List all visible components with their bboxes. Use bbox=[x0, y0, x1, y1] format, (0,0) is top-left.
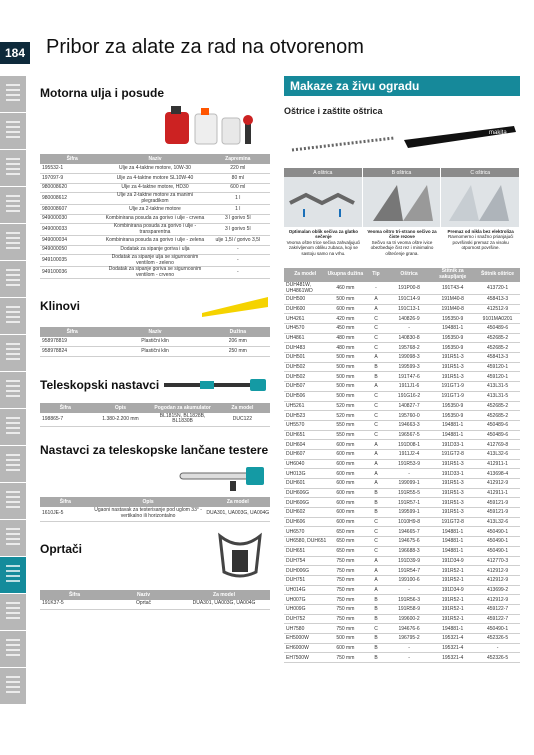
table-row: DUH006G 750 mm A 191R54-7 191R52-1 412912-9 bbox=[284, 566, 520, 576]
side-tab-text bbox=[6, 84, 20, 104]
side-tab[interactable] bbox=[0, 520, 26, 556]
section-title-oils: Motorna ulja i posude bbox=[40, 86, 165, 100]
harness-table: Šifra Naziv Za model 191K37-5 Oprtač DUA301, UA003G, UA004G bbox=[40, 590, 270, 610]
table-row: 195532-1 Ulje za 4-taktne motore, 10W-30 220 ml bbox=[40, 164, 270, 174]
table-row: DUH483 480 mm C 195768-2 195350-9 452685-2 bbox=[284, 343, 520, 353]
subtitle-blades: Oštrice i zaštite oštrica bbox=[284, 106, 383, 116]
blade-captions bbox=[284, 229, 520, 256]
tab-blade-c[interactable]: C oštrica bbox=[441, 168, 520, 177]
table-row: 949000033 Kombinirana posuda za gorivo i ulje - transparentna 3 l gorivo 5l bbox=[40, 224, 270, 236]
table-row: DUH651 550 mm C 196567-5 194881-1 450489-6 bbox=[284, 430, 520, 440]
makita-logo: makita bbox=[489, 130, 507, 136]
side-tab[interactable] bbox=[0, 224, 26, 260]
side-tab[interactable] bbox=[0, 483, 26, 519]
table-row: DUH602 600 mm B 199599-1 191R51-3 459121-9 bbox=[284, 508, 520, 518]
side-tab-text bbox=[6, 417, 20, 437]
telescopic-pole-image bbox=[160, 373, 270, 397]
page-number: 184 bbox=[0, 42, 30, 64]
side-tab[interactable] bbox=[0, 187, 26, 223]
table-row: DUH501 500 mm A 199098-3 191R51-3 458413-3 bbox=[284, 353, 520, 363]
side-tab-text bbox=[6, 454, 20, 474]
table-row: 949100036 Dodatak za sipanje goriva se sigurnosnim ventilom - crveno - bbox=[40, 267, 270, 279]
section-title-saw-attachments: Nastavci za teleskopske lančane testere bbox=[40, 443, 269, 457]
table-row: UH014G 750 mm A - 191D34-9 413699-2 bbox=[284, 585, 520, 595]
table-row: DUH651 650 mm C 196688-3 194881-1 450490-1 bbox=[284, 546, 520, 556]
tab-blade-a[interactable]: A oštrica bbox=[284, 168, 363, 177]
table-row: DUH607 600 mm A 1911J2-4 191GT2-8 413L32-6 bbox=[284, 449, 520, 459]
harness-image bbox=[210, 532, 270, 588]
side-tab[interactable] bbox=[0, 594, 26, 630]
blade-b-illustration bbox=[363, 177, 442, 227]
table-row: DUH601 600 mm A 199099-1 191R51-3 412912-9 bbox=[284, 479, 520, 489]
side-tab[interactable] bbox=[0, 113, 26, 149]
telescopic-table: Šifra Opis Pogodan za akumulator Za model 198865-7 1.380-2.200 mm BL1815N, BL1828B, BL1830B DUC122 bbox=[40, 403, 270, 428]
side-tab-text bbox=[6, 121, 20, 141]
table-row: EH7500W 750 mm B - 195321-4 452326-5 bbox=[284, 653, 520, 663]
table-row: 949000030 Kombinirana posuda za gorivo i ulje - crvena 3 l gorivo 5l bbox=[40, 214, 270, 224]
table-row: 949100035 Dodatak za sipanje ulja se sigurnosnim ventilom - zeleno - bbox=[40, 255, 270, 267]
side-tab-text bbox=[6, 602, 20, 622]
side-tab-text bbox=[6, 380, 20, 400]
table-row: DUH606 600 mm C 1010H9-8 191GT2-8 413L32-6 bbox=[284, 517, 520, 527]
section-title-wedges: Klinovi bbox=[40, 299, 81, 313]
table-row: 197097-9 Ulje za 4-taktne motore SL10W-40 80 ml bbox=[40, 174, 270, 184]
blade-type-tabs bbox=[284, 168, 520, 177]
oils-table bbox=[40, 154, 270, 279]
side-tab-text bbox=[6, 269, 20, 289]
side-tab[interactable] bbox=[0, 409, 26, 445]
section-title-telescopic: Teleskopski nastavci bbox=[40, 377, 160, 392]
table-row: EH6000W 600 mm B - 195321-4 - bbox=[284, 643, 520, 653]
caption-blade-a: Optimalan oblik sečiva za glatko sečenje Veoma oštre trice sečiva zahvaljujući zakrivljenom obliku zubaca, koji se sastoju samo na vrhu. bbox=[286, 229, 361, 256]
table-row: UH4570 450 mm C - 194881-1 450489-6 bbox=[284, 324, 520, 334]
table-row: UH009G 750 mm B 191R58-9 191R52-1 459122-7 bbox=[284, 604, 520, 614]
saw-attachment-table: Šifra Opis Za model 1610JE-5 Ugaoni nastavak za testerisanje pod uglom 33° - vertikalno ili horizontalno DUA301, UA003G, UA004G bbox=[40, 497, 270, 522]
col-zapremina: Zapremina bbox=[206, 154, 270, 164]
section-title-harness: Oprtači bbox=[40, 541, 83, 556]
table-row: UH5261 520 mm C 140827-7 195350-9 452685-2 bbox=[284, 401, 520, 411]
side-tab-text bbox=[6, 528, 20, 548]
table-row: UH7580 750 mm C 194676-6 194881-1 450490-1 bbox=[284, 624, 520, 634]
table-row: DUH507 500 mm A 1911J1-6 191GT1-9 413L31-5 bbox=[284, 382, 520, 392]
table-row: UH013G 600 mm A - 191D33-1 413698-4 bbox=[284, 469, 520, 479]
table-row: UH4261 420 mm C 140826-9 195350-9 9101MA0201 bbox=[284, 314, 520, 324]
side-tab-text bbox=[6, 565, 20, 585]
side-tab[interactable] bbox=[0, 76, 26, 112]
table-row: UH6040 600 mm A 191R53-9 191R51-3 412911-1 bbox=[284, 459, 520, 469]
table-row: DUH754 750 mm A 191D39-9 191D34-9 412770-3 bbox=[284, 556, 520, 566]
table-row: DUH600 600 mm A 191C13-1 191M40-8 412512-9 bbox=[284, 304, 520, 314]
saw-attachment-image bbox=[40, 459, 270, 493]
right-column bbox=[284, 76, 520, 663]
caption-blade-b: Veoma oštro tri-strano sečivo za čiste rezove Sečivo sa tri veoma oštre ivice obezbeđuje čist rez i minimalno oštećenje grana. bbox=[367, 229, 437, 256]
side-tab-text bbox=[6, 232, 20, 252]
page-title: Pribor za alate za rad na otvorenom bbox=[46, 36, 364, 58]
blade-products-image bbox=[284, 118, 520, 162]
table-row: DUH752 750 mm B 199600-2 191R52-1 459122-7 bbox=[284, 614, 520, 624]
table-row: DUH606G 600 mm B 191R55-5 191R51-3 412911-1 bbox=[284, 488, 520, 498]
table-row: DUH506 500 mm C 191G16-2 191GT1-9 413L31-5 bbox=[284, 391, 520, 401]
side-tab-text bbox=[6, 306, 20, 326]
table-row: 198865-7 1.380-2.200 mm BL1815N, BL1828B, BL1830B DUC122 bbox=[40, 413, 270, 427]
table-row: 958978824 Plastični klin 250 mm bbox=[40, 347, 270, 357]
table-row: UH4861 480 mm C 140830-8 195350-9 452685-2 bbox=[284, 333, 520, 343]
blade-panels bbox=[284, 177, 520, 227]
side-tab-text bbox=[6, 158, 20, 178]
table-row: DUH502 500 mm B 199599-3 191R51-3 459120-1 bbox=[284, 362, 520, 372]
side-tab[interactable] bbox=[0, 668, 26, 704]
wedges-table: Šifra Naziv Dužina 958978819 Plastični klin 206 mm 958978824 Plastični klin 250 mm bbox=[40, 327, 270, 357]
table-row: EH5000W 500 mm B 196795-2 195321-4 452326-5 bbox=[284, 634, 520, 644]
table-row: DUH606G 600 mm B 191R57-1 191R51-3 459121-9 bbox=[284, 498, 520, 508]
side-tab-strip bbox=[0, 76, 26, 705]
table-row: 191K37-5 Oprtač DUA301, UA003G, UA004G bbox=[40, 600, 270, 610]
table-row: UH5570 550 mm C 194663-3 194881-1 450489-6 bbox=[284, 420, 520, 430]
side-tab[interactable] bbox=[0, 372, 26, 408]
table-row: UH6580, DUH651 650 mm C 194675-6 194881-1 450490-1 bbox=[284, 537, 520, 547]
tab-blade-b[interactable]: B oštrica bbox=[363, 168, 442, 177]
col-sifra: Šifra bbox=[40, 154, 104, 164]
blade-a-illustration bbox=[284, 177, 363, 227]
table-row: 980008612 Ulje za 2-taktne motore za manimi plegradikom 1 l bbox=[40, 193, 270, 205]
caption-blade-c: Premaz od nikla bez elektroliza Ravnomerno i snažno prianjajući površinski premaz za visoku otpornost površine. bbox=[447, 229, 514, 251]
side-tab-text bbox=[6, 491, 20, 511]
side-tab-text bbox=[6, 676, 20, 696]
table-row: 949000034 Kombinirana posuda za gorivo i ulje - zelena ulje 1,5l / gorivo 3,5l bbox=[40, 236, 270, 246]
oil-containers-image bbox=[40, 102, 270, 148]
table-row: 980008607 Ulje za 2-taktne motore 1 l bbox=[40, 205, 270, 215]
side-tab[interactable] bbox=[0, 261, 26, 297]
table-row: DUH502 500 mm B 191T47-6 191R51-3 459120-1 bbox=[284, 372, 520, 382]
side-tab[interactable] bbox=[0, 631, 26, 667]
col-naziv: Naziv bbox=[104, 154, 205, 164]
table-row: DUH500 500 mm A 191C14-9 191M40-8 458413-3 bbox=[284, 294, 520, 304]
table-row: 1610JE-5 Ugaoni nastavak za testerisanje pod uglom 33° - vertikalno ili horizontalno DUA301, UA003G, UA004G bbox=[40, 507, 270, 521]
blade-table-body bbox=[284, 282, 520, 663]
side-tab[interactable] bbox=[0, 335, 26, 371]
table-row: DUH751 750 mm A 199100-6 191R52-1 412912-9 bbox=[284, 575, 520, 585]
table-row: DUH523 520 mm C 195760-0 195350-9 452685-2 bbox=[284, 411, 520, 421]
table-row: UH6570 650 mm C 194665-7 194881-1 450490-1 bbox=[284, 527, 520, 537]
blade-c-illustration bbox=[441, 177, 520, 227]
side-tab[interactable] bbox=[0, 150, 26, 186]
left-column bbox=[40, 80, 270, 610]
side-tab[interactable] bbox=[0, 298, 26, 334]
side-tab-text bbox=[6, 639, 20, 659]
side-tab-active[interactable] bbox=[0, 557, 26, 593]
table-row: DUH481W, UH4861WD 460 mm - 191P00-8 191T43-4 413720-1 bbox=[284, 282, 520, 295]
table-row: DUH604 600 mm A 191D08-1 191D33-1 412769-8 bbox=[284, 440, 520, 450]
blade-table: Za model Ukupna dužina Tip Oštrica Štitnik za sakupljanje Štitnik oštrice DUH481W, UH4861WD 460 mm - 191P00-8 191T43-4 413720-1 DUH500 500 mm A 191C14-9 191M40-8 458413-3 DUH600 600 mm A 191C13-1 191M40-8 412512-9 UH4261 420 mm C 140826-9 195350-9 9101MA0201 UH4570 450 mm C - 194881-1 450489-6 UH4861 480 mm C 140830-8 195350-9 452685-2 DUH483 480 mm C 195768-2 195350-9 452685-2 DUH501 500 mm A 199098-3 191R51-3 458413-3 DUH502 500 mm B 199599-3 191R51-3 459120-1 DUH502 500 mm B 191T47-6 191R51-3 459120-1 DUH507 500 mm A 1911J1-6 191GT1-9 413L31-5 DUH506 500 mm C 191G16-2 191GT1-9 413L31-5 UH5261 520 mm C 140827-7 195350-9 452685-2 DUH523 520 mm C 195760-0 195350-9 452685-2 UH5570 550 mm C 194663-3 194881-1 450489-6 DUH651 550 mm C 196567-5 194881-1 450489-6 DUH604 600 mm A 191D08-1 191D33-1 412769-8 DUH607 600 mm A 1911J2-4 191GT2-8 413L32-6 UH6040 600 mm A 191R53-9 191R51-3 412911-1 UH013G 600 mm A - 191D33-1 413698-4 DUH601 600 mm A 199099-1 191R51-3 412912-9 DUH606G 600 mm B 191R55-5 191R51-3 412911-1 DUH606G 600 mm B 191R57-1 191R51-3 459121-9 DUH602 600 mm B 199599-1 191R51-3 459121-9 DUH606 600 mm C 1010H9-8 191GT2-8 413L32-6 UH6570 650 mm C 194665-7 194881-1 450490-1 UH6580, DUH651 650 mm C 194675-6 194881-1 450490-1 DUH651 650 mm C 196688-3 194881-1 450490-1 DUH754 750 mm A 191D39-9 191D34-9 412770-3 DUH006G 750 mm A 191R54-7 191R52-1 412912-9 DUH751 750 mm A 199100-6 191R52-1 412912-9 UH014G 750 mm A - 191D34-9 413699-2 UH007G 750 mm B 191R56-3 191R52-1 412912-9 UH009G 750 mm B 191R58-9 191R52-1 459122-7 DUH752 750 mm B 199600-2 191R52-1 459122-7 UH7580 750 mm C 194676-6 194881-1 450490-1 EH5000W 500 mm B 196795-2 195321-4 452326-5 EH6000W 600 mm B - 195321-4 - EH7500W 750 mm B - 195321-4 452326-5 bbox=[284, 268, 520, 663]
side-tab-text bbox=[6, 195, 20, 215]
section-band-hedge: Makaze za živu ogradu bbox=[284, 76, 520, 96]
table-row: 980008620 Ulje za 4-taktne motore, HD30 600 ml bbox=[40, 183, 270, 193]
wedge-image bbox=[200, 293, 270, 319]
side-tab[interactable] bbox=[0, 446, 26, 482]
table-row: UH007G 750 mm B 191R56-3 191R52-1 412912-9 bbox=[284, 595, 520, 605]
table-row: 958978819 Plastični klin 206 mm bbox=[40, 337, 270, 347]
table-row: 949000050 Dodatak za sipanje goriva i ulja - bbox=[40, 245, 270, 255]
side-tab-text bbox=[6, 343, 20, 363]
